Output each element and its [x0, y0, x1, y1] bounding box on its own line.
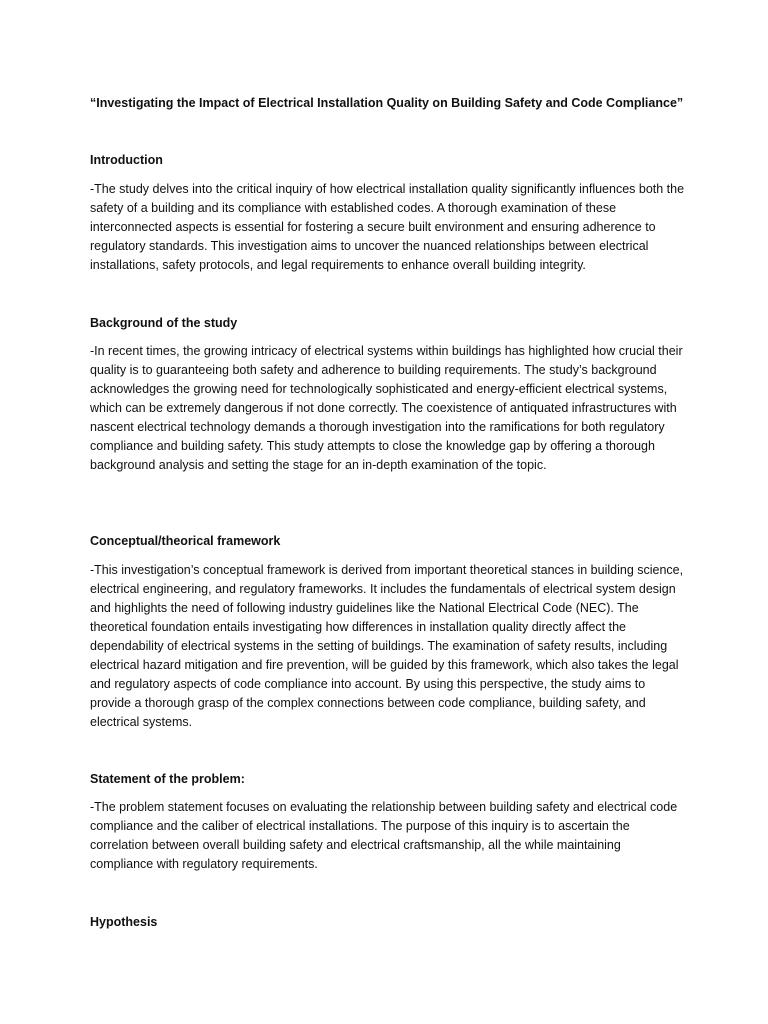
- section-heading-introduction: Introduction: [90, 153, 163, 167]
- section-body-problem: -The problem statement focuses on evaluating the relationship between building safety and electrical code compliance and the caliber of electrical installations. The purpose of this inquiry is to ascertain the correlation between overall building safety and electrical craftsmanship, all the while maintaining compliance with regulatory requirements.: [90, 800, 678, 871]
- section-heading-framework: Conceptual/theorical framework: [90, 534, 281, 548]
- section-body-background: -In recent times, the growing intricacy of electrical systems within buildings has highlighted how crucial their quality is to guaranteeing both safety and adherence to building requirements. The study’s background acknowledges the growing need for technologically sophisticated and energy-efficient electrical systems, which can be extremely dangerous if not done correctly. The coexistence of antiquated infrastructures with nascent electrical technology demands a thorough investigation into the ramifications for both regulatory compliance and building safety. This study attempts to close the knowledge gap by offering a thorough background analysis and setting the stage for an in-depth examination of the topic.: [90, 344, 683, 472]
- section-heading-hypothesis: Hypothesis: [90, 915, 158, 929]
- section-heading-problem: Statement of the problem:: [90, 772, 245, 786]
- section-heading-background: Background of the study: [90, 316, 238, 330]
- document-title: “Investigating the Impact of Electrical Installation Quality on Building Safety and Code Compliance”: [90, 96, 684, 110]
- section-body-framework: -This investigation’s conceptual framework is derived from important theoretical stances in building science, electrical engineering, and regulatory frameworks. It includes the fundamentals of electrical system design and highlights the need of following industry guidelines like the National Electrical Code (NEC). The theoretical foundation entails investigating how differences in installation quality directly affect the dependability of electrical systems in the setting of buildings. The examination of safety results, including electrical hazard mitigation and fire prevention, will be guided by this framework, which also takes the legal and regulatory aspects of code compliance into account. By using this perspective, the study aims to provide a thorough grasp of the complex connections between code compliance, building safety, and electrical systems.: [90, 563, 684, 729]
- section-body-introduction: -The study delves into the critical inquiry of how electrical installation quality significantly influences both the safety of a building and its compliance with established codes. A thorough examination of these interconnected aspects is essential for fostering a secure built environment and ensuring adherence to regulatory standards. This investigation aims to uncover the nuanced relationships between electrical installations, safety protocols, and legal requirements to enhance overall building integrity.: [90, 182, 685, 272]
